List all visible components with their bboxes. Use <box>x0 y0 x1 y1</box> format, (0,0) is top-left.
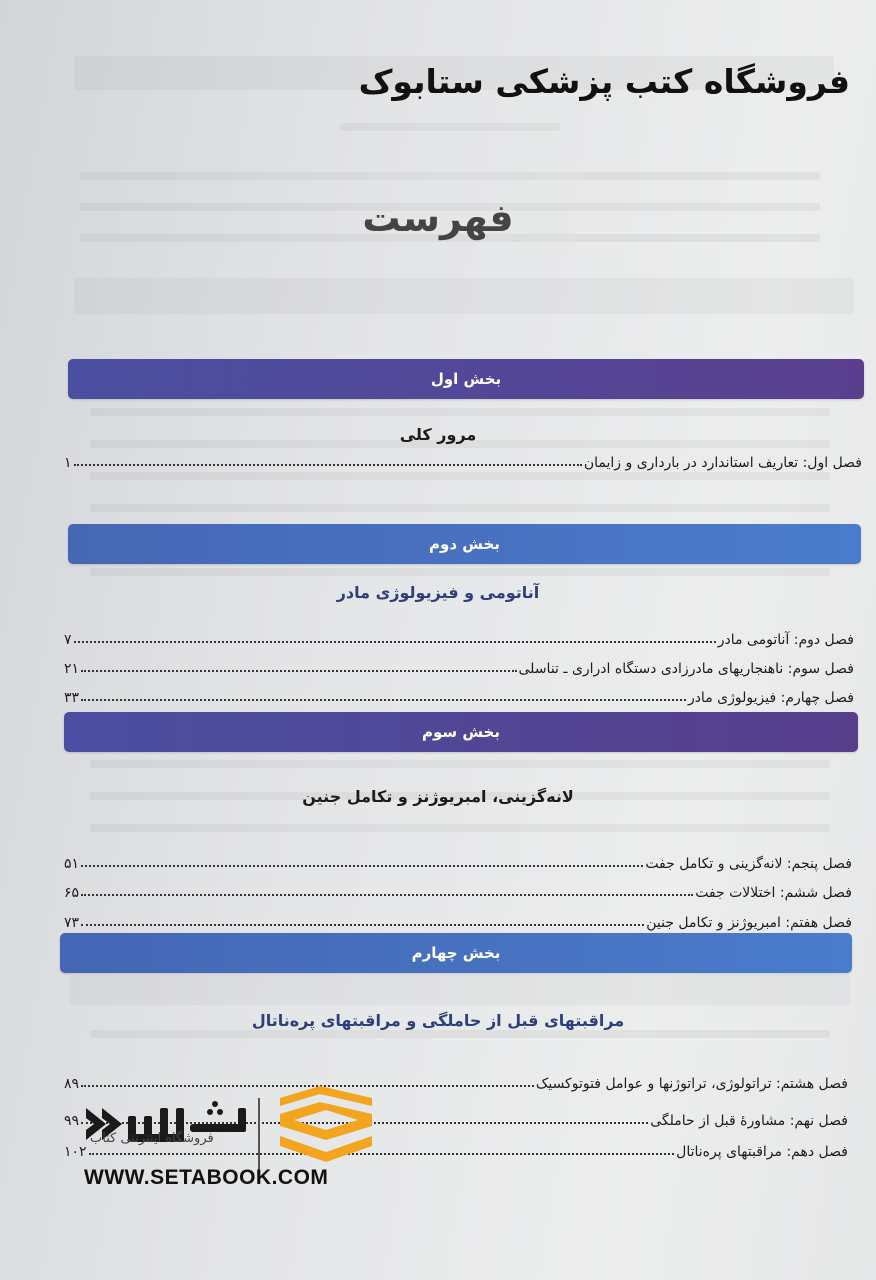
section-3-band: بخش سوم <box>64 712 858 752</box>
watermark-tagline: فروشگاه اینترنتی کتاب <box>90 1131 214 1146</box>
entry-page: ۶۵ <box>64 885 80 901</box>
entry-page: ۲۱ <box>64 661 80 677</box>
entry-title: فصل سوم: ناهنجاریهای مادرزادی دستگاه ادراری ـ تناسلی <box>518 661 854 677</box>
entry-title: فصل اول: تعاریف استاندارد در بارداری و زایمان <box>583 455 862 471</box>
entry-title: فصل نهم: مشاورهٔ قبل از حاملگی <box>650 1113 848 1129</box>
show-through-band <box>74 278 854 314</box>
show-through-line <box>80 172 820 180</box>
toc-entry[interactable] <box>64 684 854 706</box>
show-through-band <box>70 975 850 1005</box>
toc-entry[interactable] <box>64 879 852 901</box>
toc-entry[interactable] <box>64 655 854 677</box>
section-4-subtitle: مراقبتهای قبل از حاملگی و مراقبتهای پره‌ناتال <box>251 1011 625 1030</box>
shop-title: فروشگاه کتب پزشکی ستابوک <box>358 62 850 101</box>
entry-page: ۸۹ <box>64 1076 80 1092</box>
show-through-line <box>90 760 830 768</box>
leader-dots <box>81 924 644 926</box>
entry-page: ۵۱ <box>64 856 80 872</box>
entry-title: فصل هشتم: تراتولوژی، تراتوژنها و عوامل فتوتوکسیک <box>535 1076 848 1092</box>
section-1-subtitle: مرور کلی <box>399 425 477 444</box>
entry-title: فصل ششم: اختلالات جفت <box>695 885 852 901</box>
entry-page: ۳۳ <box>64 690 80 706</box>
entry-title: فصل هفتم: امبریوژنز و تکامل جنین <box>646 915 852 931</box>
leader-dots <box>81 894 693 896</box>
entry-title: فصل پنجم: لانه‌گزینی و تکامل جفت <box>645 856 852 872</box>
section-2-subtitle: آناتومی و فیزیولوژی مادر <box>336 583 540 602</box>
show-through-line <box>90 568 830 576</box>
toc-entry[interactable] <box>64 449 862 471</box>
entry-title: فصل چهارم: فیزیولوژی مادر <box>687 690 854 706</box>
section-3-subtitle: لانه‌گزینی، امبریوژنز و تکامل جنین <box>302 787 574 806</box>
show-through-line <box>90 824 830 832</box>
toc-entry[interactable] <box>64 626 854 648</box>
section-4-band: بخش چهارم <box>60 933 852 973</box>
leader-dots <box>81 865 643 867</box>
leader-dots <box>74 641 716 643</box>
show-through-line <box>340 123 560 131</box>
entry-title: فصل دوم: آناتومی مادر <box>717 632 854 648</box>
show-through-line <box>90 504 830 512</box>
entry-page: ۱۰۲ <box>64 1144 87 1160</box>
leader-dots <box>81 699 686 701</box>
entry-page: ۷ <box>64 632 72 648</box>
show-through-line <box>90 1030 830 1038</box>
leader-dots <box>74 464 582 466</box>
entry-title: فصل دهم: مراقبتهای پره‌ناتال <box>676 1144 848 1160</box>
toc-entry[interactable] <box>64 850 852 872</box>
toc-title: فهرست <box>362 196 514 240</box>
entry-page: ۱ <box>64 455 72 471</box>
show-through-line <box>90 408 830 416</box>
section-1-band: بخش اول <box>68 359 864 399</box>
watermark-url: WWW.SETABOOK.COM <box>84 1166 329 1189</box>
leader-dots <box>81 670 516 672</box>
toc-entry[interactable] <box>64 909 852 931</box>
entry-page: ۷۳ <box>64 915 80 931</box>
show-through-line <box>90 472 830 480</box>
section-2-band: بخش دوم <box>68 524 861 564</box>
entry-page: ۹۹ <box>64 1113 80 1129</box>
